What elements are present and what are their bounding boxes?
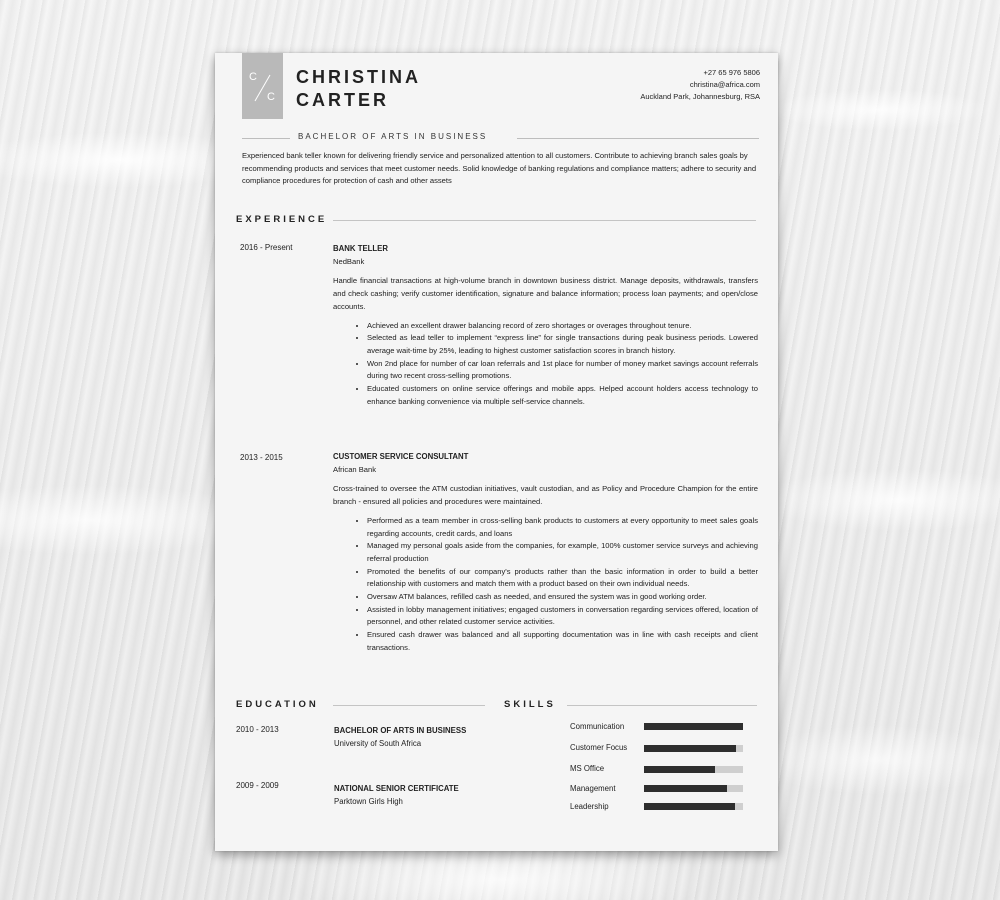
- education-dates: 2010 - 2013: [236, 725, 279, 734]
- education-entry: [334, 724, 466, 750]
- resume-page: [215, 53, 778, 851]
- list-item: • Educated customers on online service offerings and mobile apps. Helped account holders access technology to enhance banking convenience via multiple self-service channels.: [367, 383, 758, 408]
- skill-bar-fill: [644, 803, 735, 810]
- divider: [333, 220, 756, 221]
- contact-info: [640, 67, 760, 103]
- list-item: • Oversaw ATM balances, refilled cash as needed, and ensured the system was in good working order.: [367, 591, 758, 604]
- skill-bar: [644, 766, 743, 773]
- school: Parktown Girls High: [334, 797, 403, 806]
- skill-bar-fill: [644, 723, 743, 730]
- skills-heading: SKILLS: [504, 699, 556, 710]
- skill-name: MS Office: [570, 764, 605, 773]
- job-title: CUSTOMER SERVICE CONSULTANT: [333, 452, 469, 461]
- phone: +27 65 976 5806: [703, 68, 760, 77]
- divider: [517, 138, 759, 139]
- email: christina@africa.com: [689, 80, 760, 89]
- degree-title: BACHELOR OF ARTS IN BUSINESS: [298, 132, 488, 141]
- school: University of South Africa: [334, 739, 422, 748]
- first-name: CHRISTINA: [296, 67, 421, 87]
- list-item: • Promoted the benefits of our company's products rather than the basic information in order to build a better relationship with customers and match them with a product based on their own individual needs.: [367, 566, 758, 591]
- skill-bar-fill: [644, 766, 715, 773]
- job-entry: [333, 451, 758, 655]
- skill-bar-fill: [644, 745, 736, 752]
- list-item: • Assisted in lobby management initiatives; engaged customers in conversation regarding services offered, location of personnel, and other related customer service activities.: [367, 604, 758, 629]
- education-heading: EDUCATION: [236, 699, 319, 710]
- degree-row: [242, 132, 759, 144]
- company: NedBank: [333, 256, 365, 266]
- education-title: NATIONAL SENIOR CERTIFICATE: [334, 784, 459, 793]
- achievement-list: [333, 320, 758, 409]
- education-title: BACHELOR OF ARTS IN BUSINESS: [334, 726, 467, 735]
- company: African Bank: [333, 464, 377, 474]
- list-item: • Achieved an excellent drawer balancing record of zero shortages or overages throughout tenure.: [367, 320, 758, 333]
- job-dates: 2016 - Present: [240, 243, 293, 252]
- skill-bar: [644, 803, 743, 810]
- skill-bar: [644, 723, 743, 730]
- job-description: Cross-trained to oversee the ATM custodian initiatives, vault custodian, and as Policy and Procedure Champion for the entire branch - ensured all policies and procedures were maintained.: [333, 484, 758, 507]
- divider: [333, 705, 485, 706]
- skill-name: Leadership: [570, 802, 609, 811]
- monogram: [242, 53, 283, 119]
- job-entry: [333, 243, 758, 408]
- list-item: • Managed my personal goals aside from the companies, for example, 100% customer service surveys and achieving referral production: [367, 540, 758, 565]
- skill-bar: [644, 785, 743, 792]
- job-description: Handle financial transactions at high-volume branch in downtown business district. Manage deposits, withdrawals, transfers and check cashing; verify customer identification, signature and balance information; process loan payments; and open/close accounts.: [333, 276, 758, 311]
- achievement-list: [333, 515, 758, 655]
- divider: [567, 705, 757, 706]
- list-item: • Won 2nd place for number of car loan referrals and 1st place for number of money market savings account referrals during two recent cross-selling promotions.: [367, 358, 758, 383]
- list-item: • Performed as a team member in cross-selling bank products to customers at every opportunity to meet sales goals regarding accounts, credit cards, and loans: [367, 515, 758, 540]
- divider: [242, 138, 290, 139]
- job-title: BANK TELLER: [333, 244, 389, 253]
- profile-summary: Experienced bank teller known for delivering friendly service and personalized attention to all customers. Contribute to achieving branch sales goals by recommending products and services that meet customer needs. Solid knowledge of banking regulations and compliance matters; adhere to security and compliance procedures for protection of cash and other assets: [242, 151, 757, 186]
- candidate-name: [296, 66, 421, 112]
- skill-bar-fill: [644, 785, 727, 792]
- skill-bar: [644, 745, 743, 752]
- location: Auckland Park, Johannesburg, RSA: [640, 92, 760, 101]
- job-dates: 2013 - 2015: [240, 453, 283, 462]
- last-name: CARTER: [296, 90, 389, 110]
- experience-heading: EXPERIENCE: [236, 214, 328, 225]
- monogram-first: C: [249, 71, 257, 83]
- monogram-last: C: [267, 91, 275, 103]
- skill-name: Management: [570, 784, 616, 793]
- education-dates: 2009 - 2009: [236, 781, 279, 790]
- list-item: • Ensured cash drawer was balanced and all supporting documentation was in line with cash receipts and client transactions.: [367, 629, 758, 654]
- education-entry: [334, 782, 459, 808]
- skill-name: Customer Focus: [570, 743, 628, 752]
- skill-name: Communication: [570, 722, 625, 731]
- list-item: • Selected as lead teller to implement “express line” for single transactions during peak business periods. Lowered average wait-time by 25%, leading to highest customer satisfaction scores in branch history.: [367, 332, 758, 357]
